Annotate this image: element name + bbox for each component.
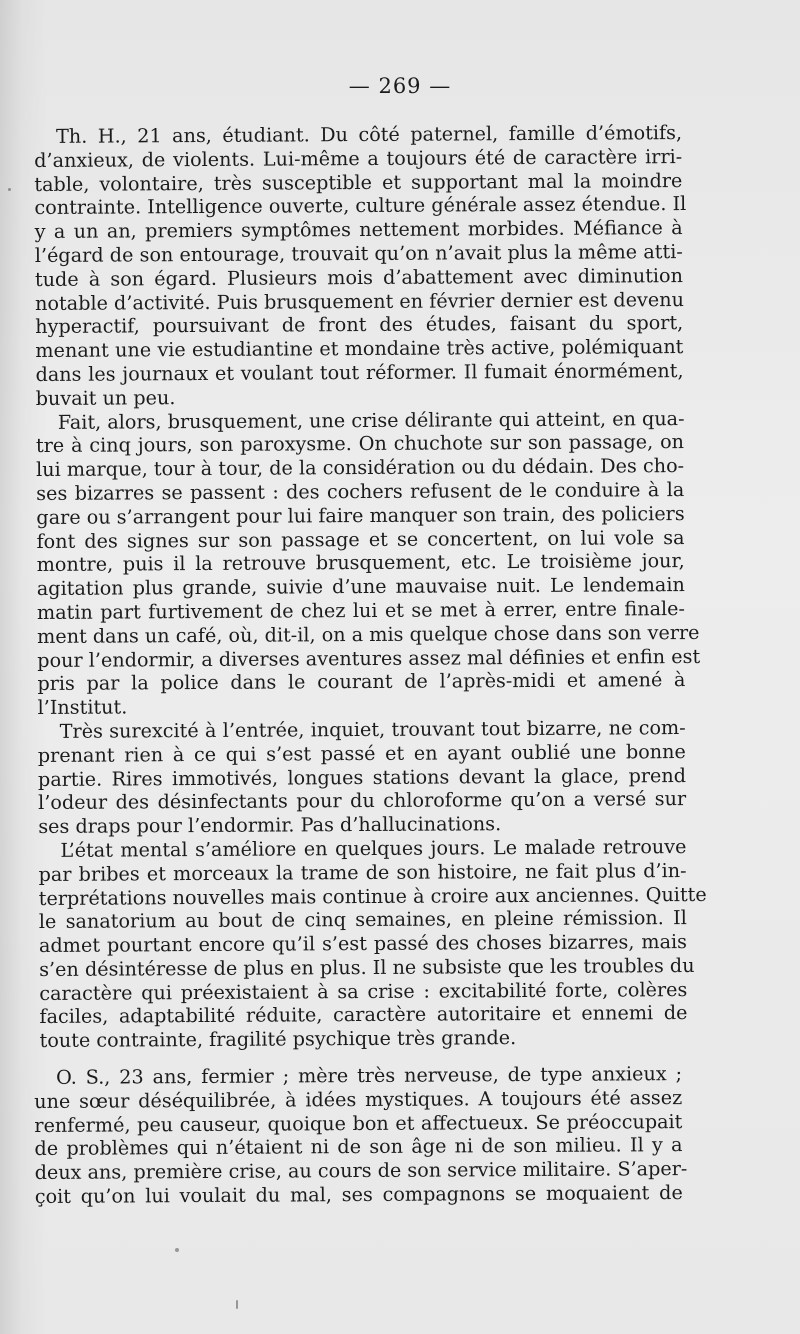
text-line: une sœur déséquilibrée, à idées mystiques. A toujours été assez (34, 1085, 683, 1113)
text-line: s’en désintéresse de plus en plus. Il ne subsiste que les troubles du (39, 953, 695, 981)
text-line: deux ans, première crise, au cours de son service militaire. S’aper- (34, 1157, 688, 1185)
text-line: lui marque, tour à tour, de la considération ou du dédain. Des cho- (36, 454, 685, 482)
text-line: menant une vie estudiantine et mondaine très active, polémiquant (35, 335, 684, 363)
text-line: matin part furtivement de chez lui et se met à errer, entre finale- (36, 596, 686, 624)
text-line: Très surexcité à l’entrée, inquiet, trouvant tout bizarre, ne com- (59, 715, 686, 743)
text-line: ment dans un café, où, dit-il, on a mis quelque chose dans son verre (37, 620, 700, 648)
text-line: tre à cinq jours, son paroxysme. On chuchote sur son passage, on (35, 430, 685, 458)
text-line: par bribes et morceaux la trame de son histoire, ne fait plus d’in- (38, 858, 687, 886)
text-line: pour l’endormir, a diverses aventures assez mal définies et enfin est (37, 644, 701, 672)
text-line: buvait un peu. (35, 385, 176, 410)
text-line: le sanatorium au bout de cinq semaines, en pleine rémission. Il (38, 906, 687, 934)
text-line: ses bizarres se passent : des cochers refusent de le conduire à la (36, 477, 685, 505)
text-line: dans les journaux et voulant tout réformer. Il fumait énormément, (35, 359, 684, 386)
text-line: l’Institut. (37, 695, 128, 720)
text-line: d’anxieux, de violents. Lui-même a toujours été de caractère irri- (34, 144, 683, 172)
scan-speck (175, 1248, 179, 1252)
text-line: y a un an, premiers symptômes nettement morbides. Méfiance à (34, 216, 683, 244)
scan-speck (8, 188, 11, 191)
text-line: table, volontaire, très susceptible et supportant mal la moindre (34, 168, 683, 196)
text-line: terprétations nouvelles mais continue à croire aux anciennes. Quitte (38, 882, 707, 910)
text-line: notable d’activité. Puis brusquement en février dernier est devenu (35, 287, 684, 315)
text-line: pris par la police dans le courant de l’après-midi et amené à (37, 668, 686, 696)
text-line: toute contrainte, fragilité psychique très grande. (39, 1026, 517, 1053)
text-line: admet pourtant encore qu’il s’est passé des choses bizarres, mais (38, 930, 688, 958)
text-line: ses draps pour l’endormir. Pas d’hallucinations. (38, 812, 502, 839)
text-line: gare ou s’arrangent pour lui faire manquer son train, des policiers (36, 501, 685, 529)
text-line: tude à son égard. Plusieurs mois d’abattement avec diminution (34, 263, 684, 291)
text-line: renfermé, peu causeur, quoique bon et affectueux. Se préoccupait (34, 1109, 683, 1137)
text-line: Fait, alors, brusquement, une crise délirante qui atteint, en qua- (57, 406, 685, 434)
text-line: de problèmes qui n’étaient ni de son âge ni de son milieu. Il y a (34, 1133, 683, 1161)
text-line: l’odeur des désinfectants pour du chloroforme qu’on a versé sur (38, 787, 687, 815)
text-line: agitation plus grande, suivie d’une mauvaise nuit. Le lendemain (36, 573, 685, 601)
text-line: çoit qu’on lui voulait du mal, ses compagnons se moquaient de (34, 1181, 683, 1208)
case-th-h-text (34, 121, 707, 1053)
text-line: contrainte. Intelligence ouverte, culture générale assez étendue. Il (34, 192, 687, 220)
text-line: montre, puis il la retrouve brusquement, etc. Le troisième jour, (36, 549, 685, 577)
text-line: O. S., 23 ans, fermier ; mère très nerveuse, de type anxieux ; (55, 1062, 683, 1089)
text-line: L’état mental s’améliore en quelques jours. Le malade retrouve (60, 834, 687, 862)
text-line: Th. H., 21 ans, étudiant. Du côté paternel, famille d’émotifs, (55, 121, 683, 148)
text-line: caractère qui préexistaient à sa crise : excitabilité forte, colères (39, 977, 688, 1005)
text-line: l’égard de son entourage, trouvait qu’on n’avait plus la même atti- (34, 240, 683, 267)
text-line: prenant rien à ce qui s’est passé et en ayant oublié une bonne (37, 739, 686, 767)
text-line: hyperactif, poursuivant de front des études, faisant du sport, (35, 311, 684, 339)
text-line: partie. Rires immotivés, longues stations devant la glace, prend (37, 763, 687, 791)
page-number: — 269 — (348, 74, 452, 98)
text-line: faciles, adaptabilité réduite, caractère autoritaire et ennemi de (39, 1001, 688, 1029)
scan-speck (236, 1300, 238, 1309)
text-line: font des signes sur son passage et se concertent, on lui vole sa (36, 525, 685, 553)
case-o-s-text (34, 1062, 688, 1209)
